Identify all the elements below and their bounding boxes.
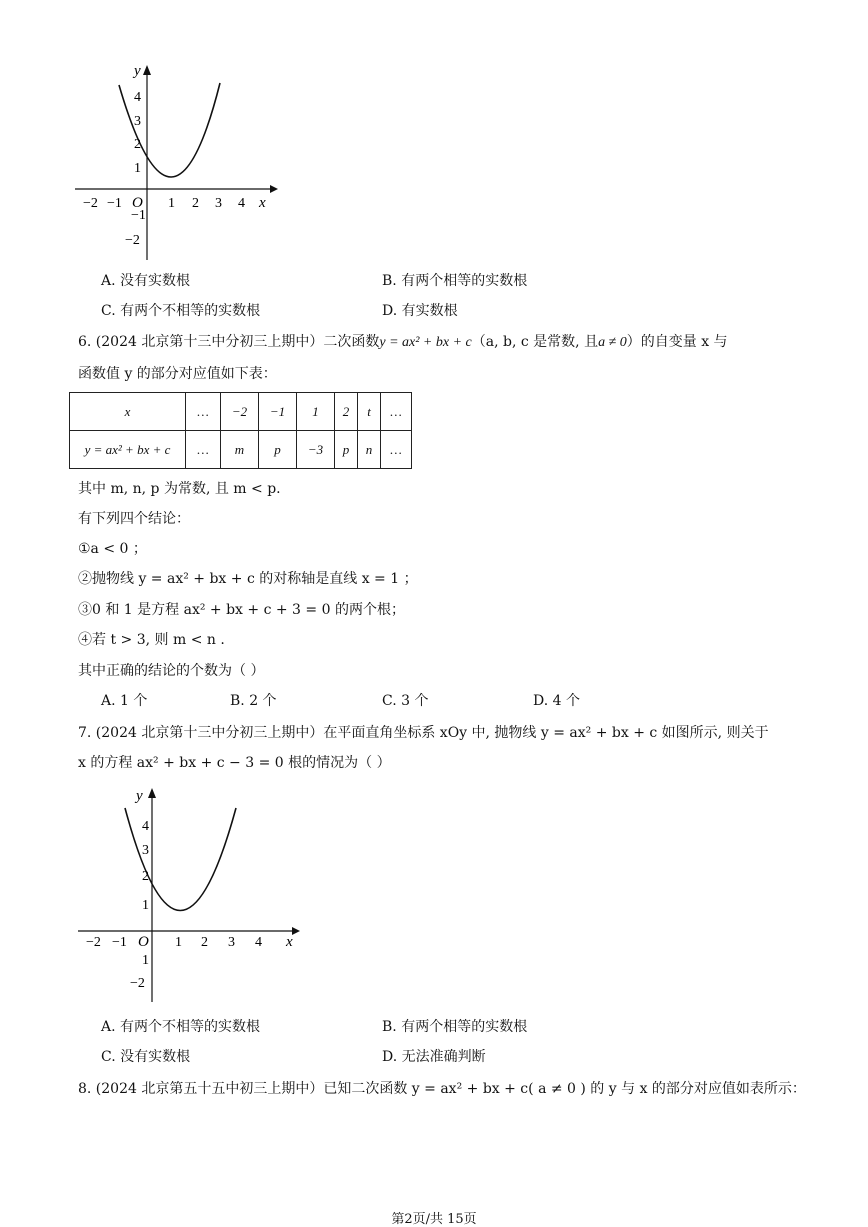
- table-row: [70, 431, 412, 469]
- q6-option-b: B. 2 个: [230, 693, 277, 709]
- x-tick: −2: [86, 935, 101, 950]
- y-tick: 2: [142, 869, 149, 884]
- x-axis-label: x: [259, 195, 266, 211]
- q6-option-c: C. 3 个: [382, 693, 429, 709]
- q6-line2: 函数值 y 的部分对应值如下表：: [78, 366, 277, 382]
- y-tick: 4: [134, 90, 141, 105]
- x-tick: 3: [228, 935, 235, 950]
- q6-option-d: D. 4 个: [533, 693, 580, 709]
- table-cell: −1: [259, 393, 297, 431]
- table-cell: …: [186, 431, 221, 469]
- origin-label: O: [132, 195, 143, 211]
- table-cell: …: [381, 393, 412, 431]
- q6-conclusion-2: ②抛物线 y = ax² + bx + c 的对称轴是直线 x = 1 ；: [78, 571, 418, 587]
- q7-option-c: C. 没有实数根: [101, 1049, 191, 1065]
- x-axis-label: x: [286, 934, 293, 950]
- table-cell: 2: [335, 393, 358, 431]
- q6-intro: 有下列四个结论：: [78, 511, 190, 527]
- x-tick: 2: [192, 196, 199, 211]
- q5-option-d: D. 有实数根: [382, 303, 458, 319]
- page-footer: 第2页/共 15页: [391, 1212, 477, 1227]
- x-tick: 3: [215, 196, 222, 211]
- y-tick: 1: [134, 161, 141, 176]
- x-tick: 1: [168, 196, 175, 211]
- x-tick: −1: [112, 935, 127, 950]
- q7-line2: x 的方程 ax² + bx + c − 3 = 0 根的情况为（ ）: [78, 755, 391, 771]
- table-cell: p: [335, 431, 358, 469]
- origin-label: O: [138, 934, 149, 950]
- y-axis-label: y: [134, 63, 141, 79]
- table-cell: n: [358, 431, 381, 469]
- q5-option-a: A. 没有实数根: [101, 273, 191, 289]
- x-tick: −2: [83, 196, 98, 211]
- table-cell: y = ax² + bx + c: [70, 431, 186, 469]
- q6-note: 其中 m, n, p 为常数, 且 m < p.: [78, 481, 281, 497]
- x-tick: −1: [107, 196, 122, 211]
- q5-option-c: C. 有两个不相等的实数根: [101, 303, 261, 319]
- y-tick: 1: [142, 953, 149, 968]
- y-axis-label: y: [136, 788, 143, 804]
- q6-line1: 6. (2024 北京第十三中分初三上期中）二次函数y = ax² + bx + c（a, b, c 是常数, 且a ≠ 0）的自变量 x 与: [78, 334, 728, 350]
- table-cell: …: [186, 393, 221, 431]
- q6-option-a: A. 1 个: [101, 693, 148, 709]
- parabola-graph-1: [70, 55, 290, 265]
- y-tick: 1: [142, 898, 149, 913]
- q6-conclusion-1: ①a < 0 ；: [78, 541, 147, 557]
- q7-option-d: D. 无法准确判断: [382, 1049, 486, 1065]
- q6-question: 其中正确的结论的个数为（ ）: [78, 663, 265, 679]
- parabola-graph-2: [70, 780, 310, 1010]
- table-cell: −2: [221, 393, 259, 431]
- y-tick: −2: [125, 233, 140, 248]
- q7-option-a: A. 有两个不相等的实数根: [101, 1019, 261, 1035]
- q7-line1: 7. (2024 北京第十三中分初三上期中）在平面直角坐标系 xOy 中, 抛物线 y = ax² + bx + c 如图所示, 则关于: [78, 725, 769, 741]
- x-tick: 4: [238, 196, 245, 211]
- table-cell: x: [70, 393, 186, 431]
- table-cell: t: [358, 393, 381, 431]
- value-table: [69, 392, 412, 469]
- q8-line1: 8. (2024 北京第五十五中初三上期中）已知二次函数 y = ax² + bx + c( a ≠ 0 ) 的 y 与 x 的部分对应值如表所示：: [78, 1081, 806, 1097]
- y-tick: 3: [134, 114, 141, 129]
- x-tick: 1: [175, 935, 182, 950]
- y-tick: −1: [131, 208, 146, 223]
- q6-conclusion-4: ④若 t > 3, 则 m < n .: [78, 632, 225, 648]
- q5-option-b: B. 有两个相等的实数根: [382, 273, 528, 289]
- q7-option-b: B. 有两个相等的实数根: [382, 1019, 528, 1035]
- y-tick: 2: [134, 137, 141, 152]
- y-tick: 4: [142, 819, 149, 834]
- x-tick: 2: [201, 935, 208, 950]
- x-tick: 4: [255, 935, 262, 950]
- y-tick: 3: [142, 843, 149, 858]
- table-cell: m: [221, 431, 259, 469]
- y-tick: −2: [130, 976, 145, 991]
- table-cell: −3: [297, 431, 335, 469]
- q6-conclusion-3: ③0 和 1 是方程 ax² + bx + c + 3 = 0 的两个根；: [78, 602, 405, 618]
- table-cell: p: [259, 431, 297, 469]
- table-cell: 1: [297, 393, 335, 431]
- table-row: [70, 393, 412, 431]
- table-cell: …: [381, 431, 412, 469]
